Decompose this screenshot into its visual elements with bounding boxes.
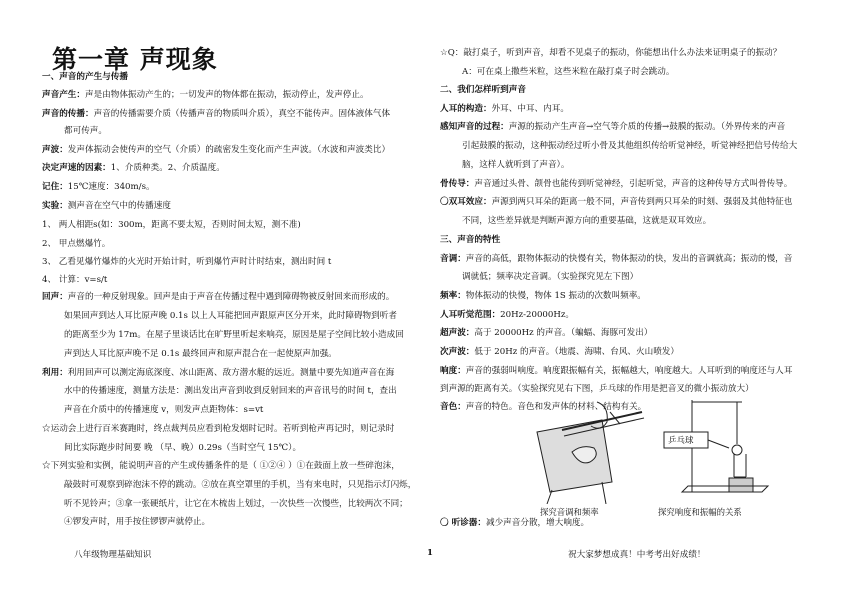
line-text: 都可传声。: [64, 126, 107, 136]
left-line: [42, 181, 422, 194]
left-line: [42, 89, 422, 102]
line-text: 减少声音分散，增大响度。: [485, 518, 590, 528]
line-text: 的距离至少为 17m。在屋子里谈话比在旷野里听起来响亮，原因是屋子空间比较小造成回: [64, 330, 404, 340]
line-text: 声源到两只耳朵的距离一般不同，声音传到两只耳朵的时刻、强弱及其他特征也: [491, 197, 793, 207]
ruler-pitch-figure: [537, 402, 644, 504]
tuning-fork-figure: [664, 400, 768, 492]
line-text: 物体振动的快慢，物体 1S 振动的次数叫频率。: [465, 291, 646, 301]
left-line: [42, 291, 422, 304]
term-label: 声音的传播：: [42, 109, 94, 119]
term-label: 二、我们怎样听到声音: [440, 85, 526, 95]
left-line: [42, 460, 422, 473]
left-line: [42, 479, 444, 492]
left-line: [42, 442, 444, 455]
term-label: 声波：: [42, 145, 68, 155]
line-text: 高于 20000Hz 的声音。（蝙蝠、海豚可发出）: [474, 328, 653, 338]
line-text: 不同，这些差异就是判断声源方向的重要基础，这就是双耳效应。: [462, 216, 712, 226]
term-label: 一、声音的产生与传播: [42, 72, 128, 82]
left-line: [42, 144, 422, 157]
left-line: [42, 162, 422, 175]
right-line: [440, 159, 852, 172]
line-text: 声到达人耳比原声晚不足 0.1s 最终回声和原声混合在一起使原声加强。: [64, 349, 337, 359]
term-label: 记住：: [42, 182, 68, 192]
line-text: A：可在桌上撒些米粒，这些米粒在敲打桌子时会跳动。: [462, 67, 675, 77]
line-text: ☆下列实验和实例，能说明声音的产生或传播条件的是（ ①②④ ）①在鼓面上放一些碎泡沫，: [42, 461, 400, 471]
line-text: ☆运动会上进行百米赛跑时，终点裁判员应看到枪发烟时记时。若听到枪声再记时，则记录时: [42, 424, 395, 434]
left-line: [42, 310, 444, 323]
line-text: 声是由物体振动产生的；一切发声的物体都在振动，振动停止，发声停止。: [84, 90, 369, 100]
term-label: 超声波：: [440, 328, 475, 338]
page-number: 1: [427, 548, 433, 558]
left-line: [42, 498, 444, 511]
left-line: [42, 423, 422, 436]
line-text: 20Hz-20000Hz。: [500, 310, 574, 320]
left-line: [42, 256, 422, 269]
term-label: 回声：: [42, 292, 68, 302]
line-text: 声源的振动产生声音→空气等介质的传播→鼓膜的振动。（外界传来的声音: [508, 122, 786, 132]
line-text: 利用回声可以测定海底深度、冰山距离、敌方潜水艇的远近。测量中要先知道声音在海: [67, 368, 395, 378]
line-text: 外耳、中耳、内耳。: [491, 104, 569, 114]
term-label: 音调：: [440, 254, 466, 264]
term-label: 〇 听诊器：: [440, 518, 486, 528]
right-line: [440, 121, 830, 134]
right-line: [440, 178, 830, 191]
line-text: ☆Q：敲打桌子，听到声音，却看不见桌子的振动，你能想出什么办法来证明桌子的振动？: [440, 48, 782, 58]
right-line: [440, 215, 852, 228]
left-line: [42, 404, 444, 417]
term-label: 利用：: [42, 368, 68, 378]
caption-pitch: 探究音调和频率: [540, 507, 599, 517]
line-text: 脑，这样人就听到了声音）。: [462, 160, 570, 170]
right-line: [440, 365, 830, 378]
right-line: [440, 234, 830, 247]
term-label: 响度：: [440, 366, 466, 376]
left-line: [42, 274, 422, 287]
pingpong-label: 乒乓球: [668, 436, 694, 446]
term-label: 次声波：: [440, 347, 475, 357]
line-text: 发声体振动会使传声的空气（介质）的疏密发生变化而产生声波。（水波和声波类比）: [67, 145, 391, 155]
line-text: 1、 两人相距s(如：300m，距离不要太短，否则时间太短，测不准): [42, 220, 301, 230]
term-label: 感知声音的过程：: [440, 122, 509, 132]
term-label: 音色：: [440, 402, 466, 412]
chapter-title: 第一章 声现象: [52, 45, 218, 74]
line-text: 15℃速度：340m/s。: [67, 182, 155, 192]
right-line: [440, 84, 830, 97]
left-line: [42, 367, 422, 380]
line-text: 敲鼓时可观察到碎泡沫不停的跳动。②放在真空罩里的手机，当有来电时，只见指示灯闪烁，: [64, 480, 417, 490]
right-line: [440, 66, 852, 79]
left-line: [42, 238, 422, 251]
line-text: 声音的高低，跟物体振动的快慢有关，物体振动的快，发出的音调就高；振动的慢，音: [465, 254, 793, 264]
line-text: 如果回声到达人耳比原声晚 0.1s 以上人耳能把回声跟原声区分开来，此时障碍物到听者: [64, 311, 397, 321]
line-text: 水中的传播速度，测量方法是：测出发出声音到收到反射回来的声音讯号的时间 t，查出: [64, 386, 397, 396]
term-label: 骨传导：: [440, 179, 475, 189]
line-text: 听不见铃声；③拿一张硬纸片，让它在木梳齿上划过，一次快些一次慢些，比较两次不同；: [64, 499, 408, 509]
line-text: 测声音在空气中的传播速度: [67, 201, 171, 211]
term-label: 决定声速的因素：: [42, 163, 111, 173]
line-text: 声音的特色。音色和发声体的材料、结构有关。: [465, 402, 647, 412]
line-text: 声音通过头骨、颌骨也能传到听觉神经，引起听觉，声音的这种传导方式叫骨传导。: [474, 179, 793, 189]
term-label: 声音产生：: [42, 90, 85, 100]
right-line: [440, 327, 830, 340]
left-line: [42, 348, 444, 361]
right-line: [440, 290, 830, 303]
left-line: [42, 329, 444, 342]
left-line: [42, 219, 422, 232]
term-label: 人耳的构造：: [440, 104, 492, 114]
line-text: 引起鼓膜的振动，这种振动经过听小骨及其他组织传给听觉神经，听觉神经把信号传给大: [462, 141, 798, 151]
line-text: 调就低；频率决定音调。（实验探究见左下图）: [462, 272, 639, 282]
line-text: 2、 甲点燃爆竹。: [42, 239, 111, 249]
term-label: 〇双耳效应：: [440, 197, 492, 207]
left-line: [42, 108, 422, 121]
term-label: 实验：: [42, 201, 68, 211]
line-text: 间比实际跑步时间要 晚 （早、晚）0.29s（当时空气 15℃）。: [64, 443, 302, 453]
line-text: 声音的传播需要介质（传播声音的物质叫介质），真空不能传声。固体液体气体: [93, 109, 391, 119]
right-line: [440, 140, 852, 153]
caption-loudness: 探究响度和振幅的关系: [658, 507, 742, 517]
line-text: 到声源的距离有关。（实验探究见右下图，乒乓球的作用是把音叉的微小振动放大）: [440, 384, 754, 394]
line-text: 4、 计算：v=s/t: [42, 275, 108, 285]
line-text: 低于 20Hz 的声音。（地震、海啸、台风、火山喷发）: [474, 347, 679, 357]
line-text: ④锣发声时，用手按住锣锣声就停止。: [64, 517, 211, 527]
right-line: [440, 103, 830, 116]
term-label: 人耳听觉范围：: [440, 310, 501, 320]
line-text: 3、 乙看见爆竹爆炸的火光时开始计时，听到爆竹声时计时结束，测出时间 t: [42, 257, 332, 267]
right-line: [440, 309, 830, 322]
term-label: 三、声音的特性: [440, 235, 501, 245]
right-line: [440, 196, 830, 209]
right-line: [440, 253, 830, 266]
left-line: [42, 200, 422, 213]
footer-right: 祝大家梦想成真！中考考出好成绩！: [568, 550, 706, 560]
footer-left: 八年级物理基础知识: [74, 550, 152, 560]
term-label: 频率：: [440, 291, 466, 301]
left-line: [42, 125, 444, 138]
line-text: 声音的强弱叫响度。响度跟振幅有关，振幅越大，响度越大。人耳听到的响度还与人耳: [465, 366, 793, 376]
left-line: [42, 516, 444, 529]
left-line: [42, 71, 422, 84]
right-line: [440, 517, 830, 530]
left-line: [42, 385, 444, 398]
experiment-illustrations: [532, 392, 782, 504]
right-line: [440, 271, 852, 284]
line-text: 1、介质种类。2、介质温度。: [110, 163, 225, 173]
line-text: 声音在介质中的传播速度 v，则发声点距物体：s=vt: [64, 405, 264, 415]
right-line: [440, 47, 830, 60]
right-line: [440, 346, 830, 359]
line-text: 声音的一种反射现象。回声是由于声音在传播过程中遇到障碍物被反射回来而形成的。: [67, 292, 395, 302]
